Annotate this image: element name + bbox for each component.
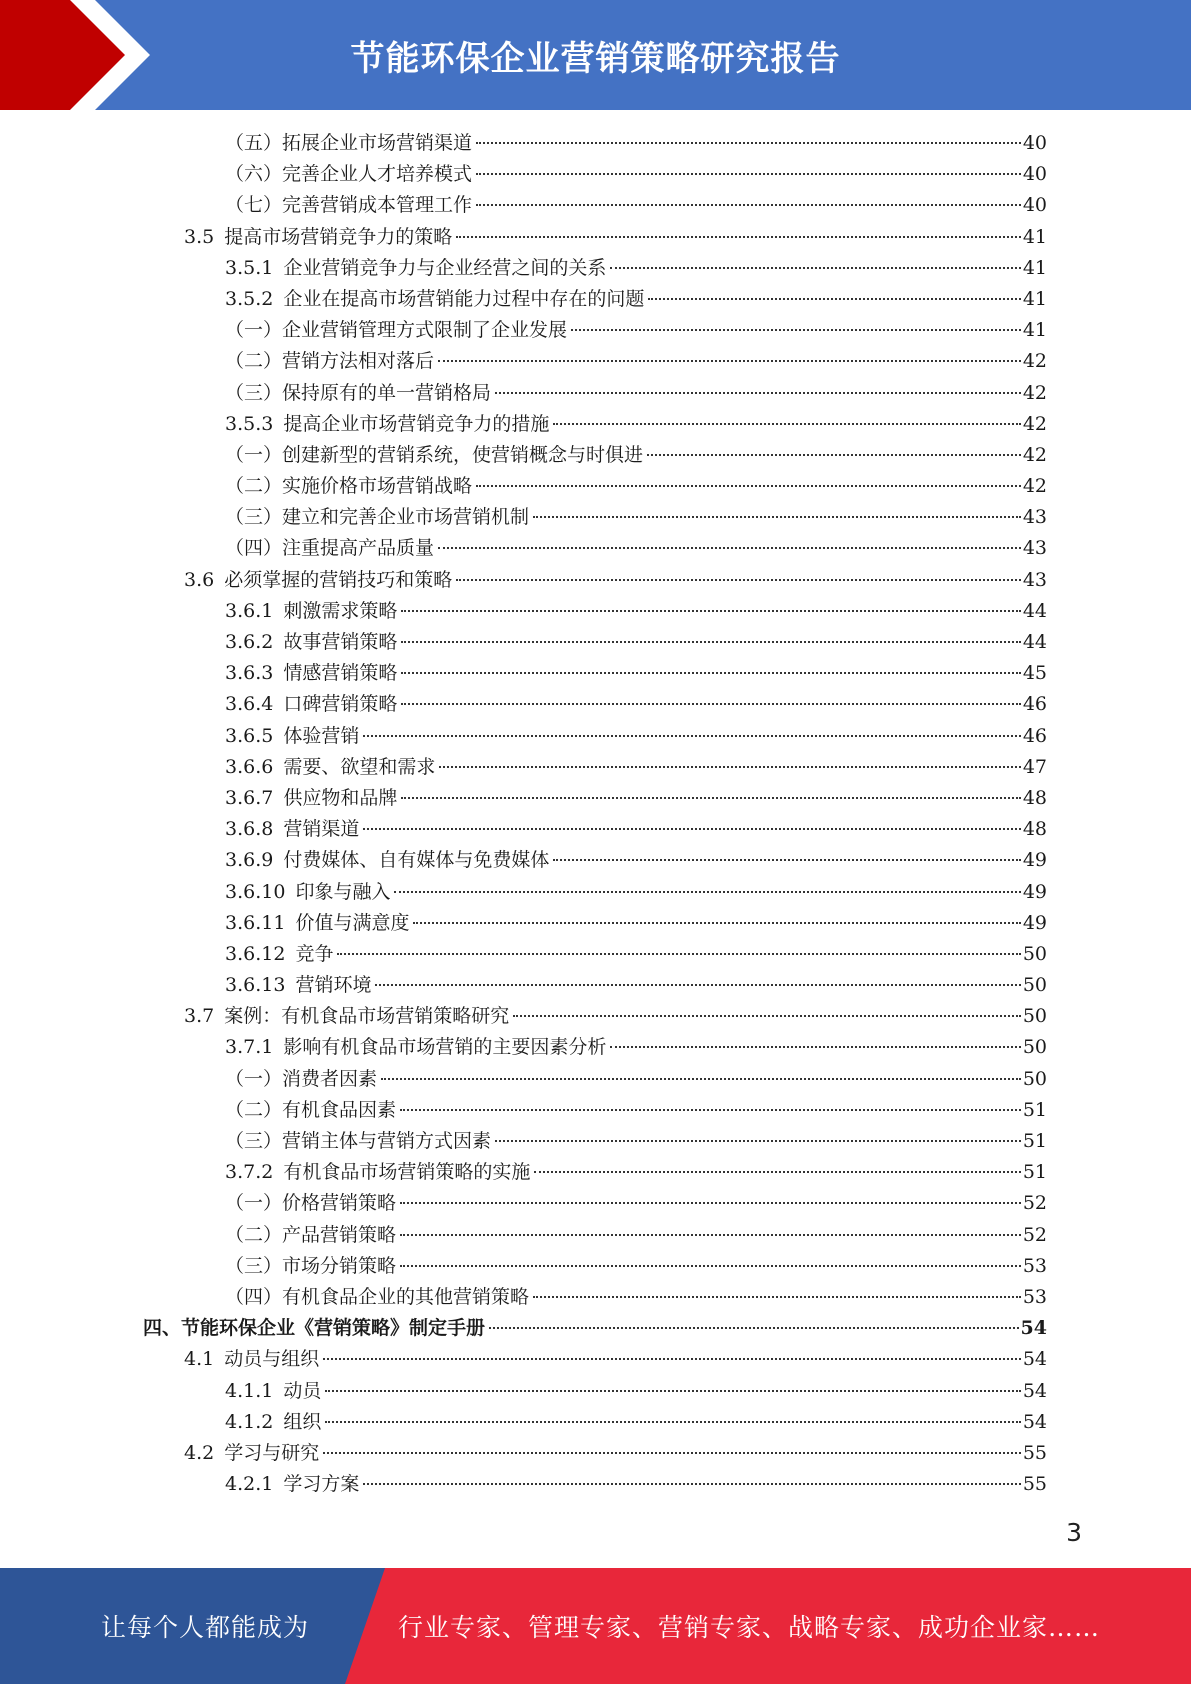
toc-entry[interactable] — [0, 1344, 1191, 1375]
toc-entry-title: 有机食品市场营销策略的实施 — [283, 1161, 531, 1184]
toc-dot-leader — [476, 173, 1021, 175]
toc-entry[interactable] — [0, 284, 1191, 315]
toc-entry[interactable] — [0, 1376, 1191, 1407]
toc-entry-title: 印象与融入 — [295, 880, 391, 903]
toc-entry-number: 3.6.8 — [225, 818, 274, 841]
toc-entry-title: 体验营销 — [283, 724, 360, 747]
toc-entry-page: 40 — [1022, 132, 1047, 154]
toc-dot-leader — [400, 1265, 1021, 1267]
toc-entry-page: 54 — [1022, 1348, 1047, 1371]
toc-entry-title: 提高企业市场营销竞争力的措施 — [283, 412, 550, 435]
toc-dot-leader — [553, 423, 1020, 425]
footer-slogan-left: 让每个人都能成为 — [100, 1613, 309, 1642]
toc-entry-page: 43 — [1022, 537, 1047, 560]
footer-band — [0, 1568, 1191, 1684]
toc-entry-number: 4.1 — [184, 1348, 215, 1371]
toc-entry-title: 企业营销竞争力与企业经营之间的关系 — [283, 256, 607, 279]
toc-entry-page: 55 — [1022, 1473, 1047, 1496]
toc-entry-page: 50 — [1022, 1036, 1047, 1059]
toc-dot-leader — [381, 1078, 1021, 1080]
toc-entry[interactable] — [0, 471, 1191, 502]
toc-entry-page: 41 — [1022, 287, 1047, 310]
toc-entry-title: 学习方案 — [283, 1473, 360, 1496]
toc-entry-number: 3.6 — [184, 568, 215, 591]
page-number: 3 — [1066, 1518, 1082, 1547]
toc-entry[interactable] — [0, 845, 1191, 876]
toc-dot-leader — [401, 797, 1020, 799]
toc-entry-page: 42 — [1022, 381, 1047, 404]
toc-entry-page: 43 — [1022, 568, 1047, 591]
toc-entry[interactable] — [0, 1095, 1191, 1126]
toc-entry[interactable] — [0, 190, 1191, 221]
toc-entry-title: （三）建立和完善企业市场营销机制 — [225, 506, 530, 529]
toc-entry[interactable] — [0, 814, 1191, 845]
toc-entry-page: 41 — [1022, 225, 1047, 248]
toc-entry-page: 42 — [1022, 412, 1047, 435]
toc-entry[interactable] — [0, 596, 1191, 627]
toc-entry[interactable] — [0, 939, 1191, 970]
toc-entry-title: 企业在提高市场营销能力过程中存在的问题 — [283, 287, 645, 310]
toc-entry[interactable] — [0, 908, 1191, 939]
toc-entry-title: 案例：有机食品市场营销策略研究 — [224, 1005, 510, 1028]
toc-entry-title: （二）有机食品因素 — [225, 1098, 397, 1121]
toc-entry-number: 4.1.2 — [225, 1410, 274, 1433]
toc-entry[interactable] — [0, 1220, 1191, 1251]
toc-entry-page: 54 — [1020, 1317, 1047, 1340]
toc-entry-page: 40 — [1022, 194, 1047, 217]
toc-entry-title: （一）价格营销策略 — [225, 1192, 397, 1215]
toc-entry-number: 3.7.2 — [225, 1161, 274, 1184]
toc-entry-number: 3.6.13 — [225, 974, 286, 997]
toc-dot-leader — [476, 142, 1021, 144]
toc-entry-page: 44 — [1022, 599, 1047, 622]
toc-dot-leader — [323, 1358, 1021, 1360]
toc-entry-title: 影响有机食品市场营销的主要因素分析 — [283, 1036, 607, 1059]
toc-entry-page: 48 — [1022, 786, 1047, 809]
toc-dot-leader — [323, 1452, 1021, 1454]
toc-dot-leader — [456, 579, 1021, 581]
table-of-contents — [0, 128, 1191, 1500]
toc-entry-title: 付费媒体、自有媒体与免费媒体 — [283, 849, 550, 872]
toc-entry-number: 3.6.1 — [225, 599, 274, 622]
toc-entry-title: （四）注重提高产品质量 — [225, 537, 435, 560]
toc-dot-leader — [400, 1234, 1021, 1236]
toc-entry-page: 42 — [1022, 350, 1047, 373]
toc-entry[interactable] — [0, 222, 1191, 253]
toc-entry[interactable] — [0, 1438, 1191, 1469]
toc-entry-title: 提高市场营销竞争力的策略 — [224, 225, 453, 248]
toc-entry-page: 52 — [1022, 1223, 1047, 1246]
toc-entry[interactable] — [0, 159, 1191, 190]
toc-entry-title: 故事营销策略 — [283, 631, 398, 653]
toc-entry[interactable] — [0, 1157, 1191, 1188]
toc-entry[interactable] — [0, 752, 1191, 783]
toc-dot-leader — [363, 1483, 1020, 1485]
toc-entry-page: 54 — [1022, 1379, 1047, 1402]
toc-dot-leader — [401, 672, 1020, 674]
toc-entry-title: 竞争 — [295, 942, 334, 965]
toc-entry-title: （三）市场分销策略 — [225, 1254, 397, 1277]
toc-entry[interactable] — [0, 346, 1191, 377]
toc-entry-title: 四、节能环保企业《营销策略》制定手册 — [143, 1317, 486, 1340]
toc-entry-number: 3.6.10 — [225, 880, 286, 903]
toc-entry-page: 51 — [1022, 1098, 1047, 1121]
toc-entry-title: （二）实施价格市场营销战略 — [225, 475, 473, 498]
toc-entry[interactable] — [0, 378, 1191, 409]
toc-entry[interactable] — [0, 627, 1191, 658]
toc-dot-leader — [375, 984, 1020, 986]
toc-entry-number: 3.6.4 — [225, 693, 274, 716]
toc-entry[interactable] — [0, 658, 1191, 689]
toc-dot-leader — [363, 828, 1020, 830]
toc-entry-page: 53 — [1022, 1254, 1047, 1277]
toc-entry-title: 价值与满意度 — [295, 911, 410, 934]
toc-entry[interactable] — [0, 783, 1191, 814]
toc-entry-page: 49 — [1022, 849, 1047, 872]
toc-entry-title: （七）完善营销成本管理工作 — [225, 194, 473, 217]
toc-entry-page: 42 — [1022, 475, 1047, 498]
toc-entry-number: 3.5.3 — [225, 412, 274, 435]
toc-entry-page: 50 — [1022, 942, 1047, 965]
toc-dot-leader — [495, 392, 1021, 394]
toc-entry-title: （三）保持原有的单一营销格局 — [225, 381, 492, 404]
toc-entry-page: 50 — [1022, 1067, 1047, 1090]
toc-entry-page: 50 — [1022, 974, 1047, 997]
toc-entry-page: 43 — [1022, 506, 1047, 529]
toc-entry[interactable] — [0, 1064, 1191, 1095]
toc-entry-page: 48 — [1022, 818, 1047, 841]
toc-entry-page: 47 — [1022, 755, 1047, 778]
toc-dot-leader — [610, 1046, 1020, 1048]
toc-entry[interactable] — [0, 1282, 1191, 1313]
toc-dot-leader — [325, 1421, 1020, 1423]
toc-entry-number: 4.1.1 — [225, 1379, 274, 1402]
toc-entry-number: 3.7 — [184, 1005, 215, 1028]
toc-dot-leader — [401, 703, 1020, 705]
toc-entry-title: （四）有机食品企业的其他营销策略 — [225, 1285, 530, 1308]
toc-entry-page: 51 — [1022, 1130, 1047, 1152]
toc-entry-page: 51 — [1022, 1161, 1047, 1184]
toc-entry-page: 42 — [1022, 443, 1047, 466]
toc-entry-title: 营销渠道 — [283, 818, 360, 841]
toc-entry-page: 45 — [1022, 662, 1047, 685]
toc-entry-page: 46 — [1022, 693, 1047, 716]
toc-entry-number: 3.6.3 — [225, 662, 274, 685]
toc-dot-leader — [456, 236, 1021, 238]
toc-entry-title: （二）营销方法相对落后 — [225, 350, 435, 373]
toc-dot-leader — [337, 953, 1020, 955]
toc-dot-leader — [648, 298, 1020, 300]
toc-entry-title: 刺激需求策略 — [283, 599, 398, 622]
toc-entry[interactable] — [0, 565, 1191, 596]
toc-dot-leader — [401, 641, 1020, 643]
toc-entry-title: 供应物和品牌 — [283, 786, 398, 809]
toc-entry-page: 49 — [1022, 880, 1047, 903]
toc-entry-page: 41 — [1022, 256, 1047, 279]
toc-entry-number: 3.6.2 — [225, 631, 274, 653]
toc-entry-page: 50 — [1022, 1005, 1047, 1028]
header-chevron-icon — [0, 0, 150, 110]
toc-entry-title: （一）企业营销管理方式限制了企业发展 — [225, 319, 568, 342]
toc-entry-number: 3.6.9 — [225, 849, 274, 872]
toc-entry-title: 口碑营销策略 — [283, 693, 398, 716]
toc-dot-leader — [438, 547, 1021, 549]
toc-entry[interactable] — [0, 315, 1191, 346]
toc-entry-page: 54 — [1022, 1410, 1047, 1433]
toc-entry-number: 3.6.6 — [225, 755, 274, 778]
toc-entry[interactable] — [0, 721, 1191, 752]
toc-entry[interactable] — [0, 1032, 1191, 1063]
toc-entry-page: 46 — [1022, 724, 1047, 747]
toc-entry-number: 3.5.1 — [225, 256, 274, 279]
toc-entry[interactable] — [0, 1188, 1191, 1219]
toc-dot-leader — [394, 891, 1020, 893]
toc-dot-leader — [571, 329, 1021, 331]
toc-entry-title: 必须掌握的营销技巧和策略 — [224, 568, 453, 591]
toc-entry-title: （一）消费者因素 — [225, 1067, 378, 1090]
toc-dot-leader — [438, 360, 1021, 362]
toc-dot-leader — [439, 766, 1020, 768]
toc-dot-leader — [476, 204, 1021, 206]
toc-dot-leader — [401, 610, 1020, 612]
toc-entry[interactable] — [0, 1313, 1191, 1344]
toc-entry-number: 3.5 — [184, 225, 215, 248]
toc-entry[interactable] — [0, 1469, 1191, 1500]
toc-dot-leader — [533, 516, 1021, 518]
toc-entry[interactable] — [0, 253, 1191, 284]
toc-entry[interactable] — [0, 689, 1191, 720]
toc-entry-page: 49 — [1022, 911, 1047, 934]
toc-entry[interactable] — [0, 970, 1191, 1001]
document-title: 节能环保企业营销策略研究报告 — [350, 38, 841, 79]
toc-dot-leader — [495, 1140, 1021, 1142]
toc-dot-leader — [413, 922, 1020, 924]
toc-entry[interactable] — [0, 877, 1191, 908]
toc-dot-leader — [363, 735, 1020, 737]
toc-entry-title: （二）产品营销策略 — [225, 1223, 397, 1246]
toc-dot-leader — [400, 1202, 1021, 1204]
toc-entry-title: （三）营销主体与营销方式因素 — [225, 1130, 492, 1152]
toc-entry-number: 4.2.1 — [225, 1473, 274, 1496]
toc-entry[interactable] — [0, 440, 1191, 471]
toc-entry-number: 3.6.5 — [225, 724, 274, 747]
toc-entry-number: 3.7.1 — [225, 1036, 274, 1059]
toc-entry[interactable] — [0, 1126, 1191, 1157]
toc-entry-page: 53 — [1022, 1285, 1047, 1308]
toc-entry-number: 3.6.12 — [225, 942, 286, 965]
toc-entry-title: 需要、欲望和需求 — [283, 755, 436, 778]
toc-entry-title: （五）拓展企业市场营销渠道 — [225, 132, 473, 154]
toc-entry-title: 组织 — [283, 1410, 322, 1433]
toc-entry-title: 营销环境 — [295, 974, 372, 997]
toc-entry-page: 52 — [1022, 1192, 1047, 1215]
toc-entry-page: 41 — [1022, 319, 1047, 342]
toc-entry[interactable] — [0, 1001, 1191, 1032]
toc-entry[interactable] — [0, 1407, 1191, 1438]
toc-entry-number: 3.6.7 — [225, 786, 274, 809]
toc-dot-leader — [553, 859, 1020, 861]
toc-entry-title: 学习与研究 — [224, 1441, 320, 1464]
toc-entry-page: 44 — [1022, 631, 1047, 653]
toc-entry-page: 55 — [1022, 1441, 1047, 1464]
toc-dot-leader — [610, 267, 1020, 269]
toc-entry-number: 3.5.2 — [225, 287, 274, 310]
toc-entry-title: （一）创建新型的营销系统，使营销概念与时俱进 — [225, 443, 644, 466]
header-band — [0, 0, 1191, 110]
toc-dot-leader — [489, 1327, 1019, 1329]
toc-entry-number: 3.6.11 — [225, 911, 286, 934]
toc-entry[interactable] — [0, 1251, 1191, 1282]
toc-dot-leader — [533, 1296, 1021, 1298]
toc-dot-leader — [400, 1109, 1021, 1111]
footer-slogan-right: 行业专家、管理专家、营销专家、战略专家、成功企业家…… — [398, 1613, 1101, 1642]
toc-entry-title: 情感营销策略 — [283, 662, 398, 685]
toc-entry[interactable] — [0, 409, 1191, 440]
toc-dot-leader — [513, 1015, 1021, 1017]
toc-entry[interactable] — [0, 502, 1191, 533]
toc-dot-leader — [534, 1171, 1020, 1173]
toc-entry-title: 动员与组织 — [224, 1348, 320, 1371]
toc-dot-leader — [325, 1390, 1020, 1392]
toc-entry[interactable] — [0, 533, 1191, 564]
toc-dot-leader — [476, 485, 1021, 487]
toc-entry-page: 40 — [1022, 163, 1047, 186]
toc-entry-title: 动员 — [283, 1379, 322, 1402]
toc-entry[interactable] — [0, 128, 1191, 159]
toc-entry-title: （六）完善企业人才培养模式 — [225, 163, 473, 186]
toc-dot-leader — [647, 454, 1021, 456]
toc-entry-number: 4.2 — [184, 1441, 215, 1464]
